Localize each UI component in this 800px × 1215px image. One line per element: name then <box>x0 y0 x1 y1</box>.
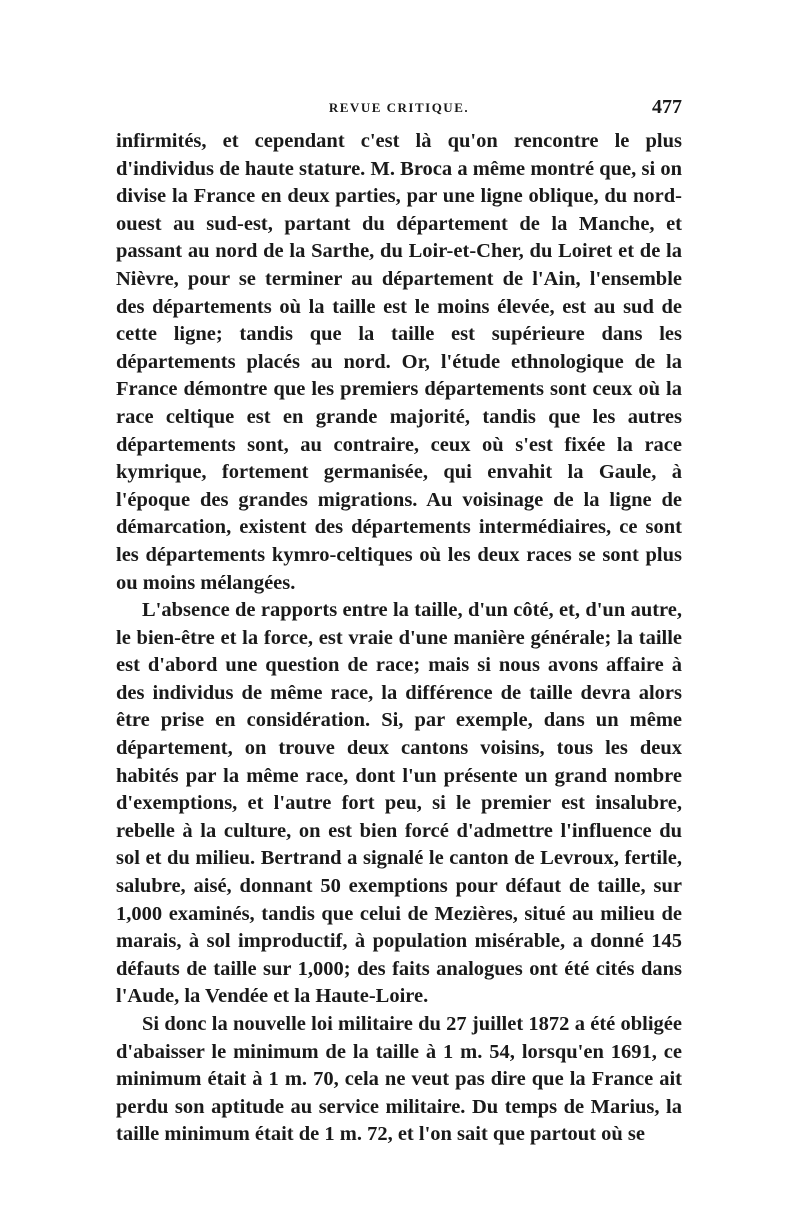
paragraph-2: L'absence de rapports entre la taille, d'un côté, et, d'un autre, le bien-être et la force, est vraie d'une manière générale; la taille est d'abord une question de race; mais si nous avons affaire à des individus de même race, la différence de taille devra alors être prise en considération. Si, par exemple, dans un même département, on trouve deux cantons voisins, tous les deux habités par la même race, dont l'un présente un grand nombre d'exemptions, et l'autre fort peu, si le premier est insalubre, rebelle à la culture, on est bien forcé d'admettre l'influence du sol et du milieu. Bertrand a signalé le canton de Levroux, fertile, salubre, aisé, donnant 50 exemptions pour défaut de taille, sur 1,000 examinés, tandis que celui de Mezières, situé au milieu de marais, à sol improductif, à population misérable, a donné 145 défauts de taille sur 1,000; des faits analogues ont été cités dans l'Aude, la Vendée et la Haute-Loire. <box>116 599 682 1008</box>
paragraph-3: Si donc la nouvelle loi militaire du 27 juillet 1872 a été obligée d'abaisser le minimum de la taille à 1 m. 54, lorsqu'en 1691, ce minimum était à 1 m. 70, cela ne veut pas dire que la France ait perdu son aptitude au service militaire. Du temps de Marius, la taille minimum était de 1 m. 72, et l'on sait que partout où se <box>116 1013 682 1146</box>
paragraph-1: infirmités, et cependant c'est là qu'on rencontre le plus d'individus de haute stature. M. Broca a même montré que, si on divise la France en deux parties, par une ligne oblique, du nord-ouest au sud-est, partant du département de la Manche, et passant au nord de la Sarthe, du Loir-et-Cher, du Loiret et de la Nièvre, pour se terminer au département de l'Ain, l'ensemble des départements où la taille est le moins élevée, est au sud de cette ligne; tandis que la taille est supérieure dans les départements placés au nord. Or, l'étude ethnologique de la France démontre que les premiers départements sont ceux où la race celtique est en grande majorité, tandis que les autres départements sont, au contraire, ceux où s'est fixée la race kymrique, fortement germanisée, qui envahit la Gaule, à l'époque des grandes migrations. Au voisinage de la ligne de démarcation, existent des départements intermédiaires, ce sont les départements kymro-celtiques où les deux races se sont plus ou moins mélangées. <box>116 130 682 594</box>
running-title: REVUE CRITIQUE. <box>328 100 470 115</box>
body-text <box>116 128 682 1149</box>
page-number: 477 <box>652 96 682 118</box>
running-head <box>116 98 682 120</box>
